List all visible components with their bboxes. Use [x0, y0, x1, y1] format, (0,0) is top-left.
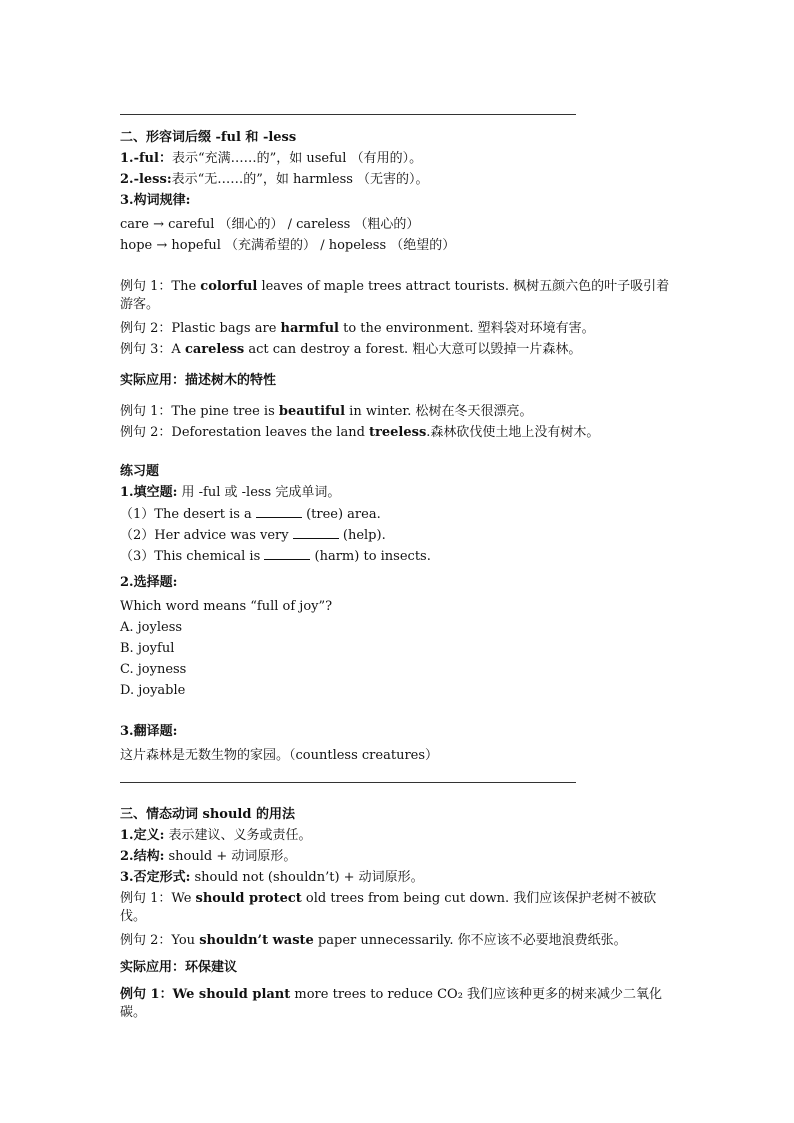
example-3: 例句 3：A careless act can destroy a forest. 粗心大意可以毁掉一片森林。: [120, 342, 582, 357]
application-example-2: 例句 2：Deforestation leaves the land treeless.森林砍伐使土地上没有树木。: [120, 425, 600, 440]
example-2: 例句 2：Plastic bags are harmful to the environment. 塑料袋对环境有害。: [120, 321, 595, 336]
application-title: 实际应用：描述树木的特性: [120, 373, 277, 388]
example-1: 例句 1：The colorful leaves of maple trees attract tourists. 枫树五颜六色的叶子吸引着游客。: [120, 279, 670, 312]
application-example-1: 例句 1：We should plant more trees to reduce CO₂ 我们应该种更多的树来减少二氧化碳。: [120, 987, 663, 1020]
option-b[interactable]: B. joyful: [120, 641, 175, 656]
question-3-text: 这片森林是无数生物的家园。（countless creatures）: [120, 748, 439, 763]
section-divider-top: [120, 114, 576, 115]
example-1: 例句 1：We should protect old trees from being cut down. 我们应该保护老树不被砍伐。: [120, 891, 657, 924]
answer-blank[interactable]: [264, 547, 310, 560]
rule-hope: hope → hopeful （充满希望的） / hopeless （绝望的）: [120, 238, 456, 253]
application-example-1: 例句 1：The pine tree is beautiful in winter. 松树在冬天很漂亮。: [120, 404, 533, 419]
example-2: 例句 2：You shouldn’t waste paper unnecessarily. 你不应该不必要地浪费纸张。: [120, 933, 627, 948]
practice-title: 练习题: [120, 464, 160, 479]
question-3-label: 3.翻译题:: [120, 724, 178, 739]
negative-form: 3.否定形式: should not (shouldn’t) + 动词原形。: [120, 870, 424, 885]
option-d[interactable]: D. joyable: [120, 683, 186, 698]
definition: 1.定义: 表示建议、义务或责任。: [120, 828, 312, 843]
section-title: 三、情态动词 should 的用法: [120, 807, 295, 822]
question-2-label: 2.选择题:: [120, 575, 178, 590]
question-2-text: Which word means “full of joy”?: [120, 599, 333, 614]
answer-blank[interactable]: [256, 505, 302, 518]
section-divider-bottom: [120, 782, 576, 783]
question-1: 1.填空题: 用 -ful 或 -less 完成单词。: [120, 485, 341, 500]
answer-blank[interactable]: [293, 526, 339, 539]
question-1b: （2）Her advice was very (help).: [120, 528, 386, 543]
point-3: 3.构词规律:: [120, 193, 191, 208]
question-1a: （1）The desert is a (tree) area.: [120, 507, 381, 522]
option-c[interactable]: C. joyness: [120, 662, 187, 677]
application-title: 实际应用：环保建议: [120, 960, 238, 975]
structure: 2.结构: should + 动词原形。: [120, 849, 297, 864]
option-a[interactable]: A. joyless: [120, 620, 183, 635]
question-1c: （3）This chemical is (harm) to insects.: [120, 549, 431, 564]
point-2: 2.-less:表示“无……的”，如 harmless （无害的）。: [120, 172, 429, 187]
rule-care: care → careful （细心的） / careless （粗心的）: [120, 217, 420, 232]
section-title: 二、形容词后缀 -ful 和 -less: [120, 130, 297, 145]
point-1: 1.-ful：表示“充满……的”，如 useful （有用的）。: [120, 151, 423, 166]
